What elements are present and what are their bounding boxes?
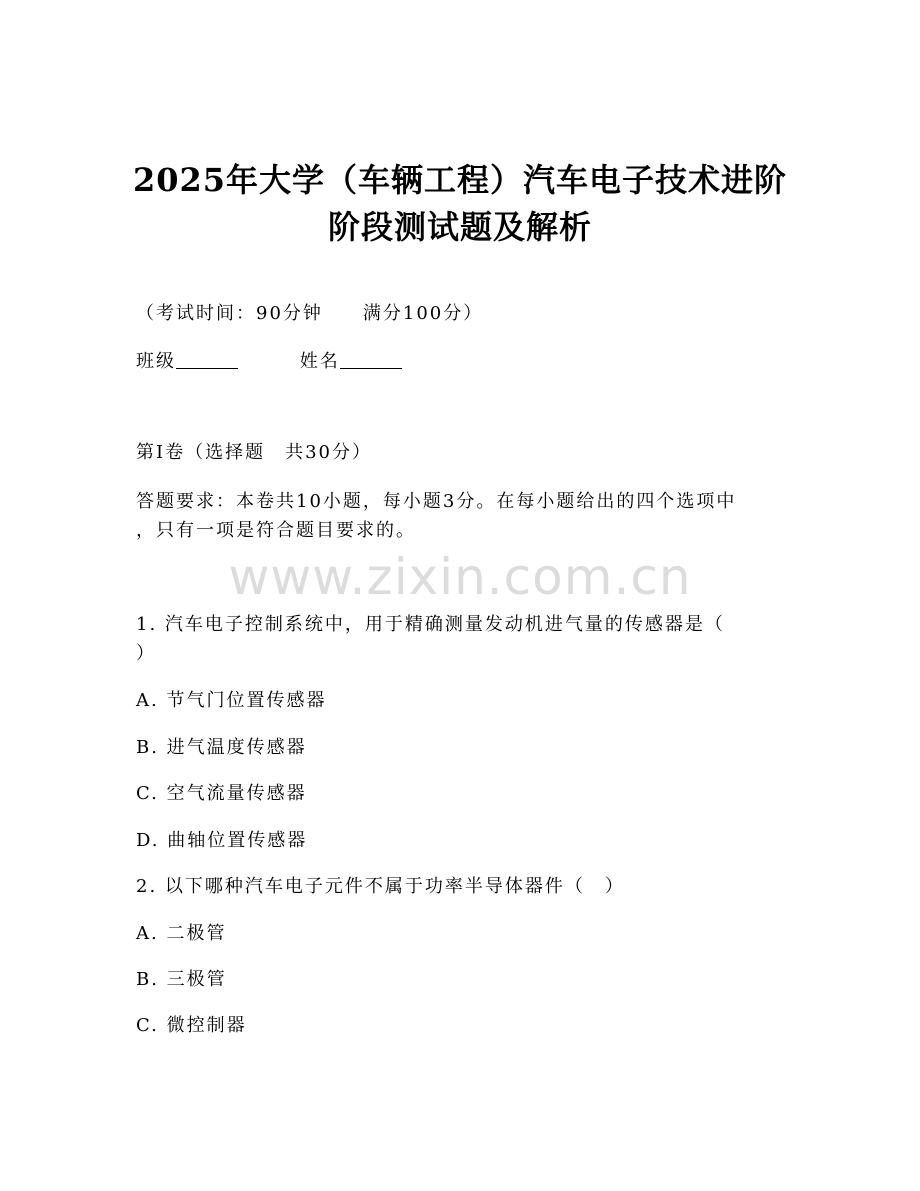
question-2-option-c: C. 微控制器 bbox=[136, 1015, 247, 1036]
question-1-option-d: D. 曲轴位置传感器 bbox=[136, 830, 308, 851]
class-label: 班级 bbox=[136, 351, 176, 372]
student-fields bbox=[136, 350, 402, 374]
section-instructions-line-1: 答题要求：本卷共10小题，每小题3分。在每小题给出的四个选项中 bbox=[136, 491, 737, 512]
question-1-option-a: A. 节气门位置传感器 bbox=[136, 690, 327, 711]
page-title-line-1: 2025年大学（车辆工程）汽车电子技术进阶 bbox=[132, 161, 788, 199]
question-2-option-b: B. 三极管 bbox=[136, 969, 227, 990]
question-2-option-a: A. 二极管 bbox=[136, 923, 227, 944]
question-1-option-c: C. 空气流量传感器 bbox=[136, 783, 307, 804]
exam-time: （考试时间：90分钟 bbox=[136, 303, 323, 324]
name-label: 姓名 bbox=[299, 351, 340, 372]
watermark: www.zixin.com.cn bbox=[228, 548, 692, 606]
name-blank[interactable] bbox=[340, 350, 402, 369]
class-blank[interactable] bbox=[176, 350, 238, 369]
question-1-stem-line-2: ） bbox=[136, 643, 156, 664]
section-heading: 第I卷（选择题 共30分） bbox=[136, 442, 373, 463]
question-1-option-b: B. 进气温度传感器 bbox=[136, 737, 307, 758]
question-1-stem-line-1: 1. 汽车电子控制系统中，用于精确测量发动机进气量的传感器是（ bbox=[136, 614, 725, 635]
page-title-line-2: 阶段测试题及解析 bbox=[327, 208, 592, 246]
exam-full-score: 满分100分） bbox=[362, 303, 484, 324]
exam-info bbox=[136, 302, 483, 326]
section-instructions-line-2: ，只有一项是符合题目要求的。 bbox=[136, 520, 416, 541]
question-2-stem: 2. 以下哪种汽车电子元件不属于功率半导体器件（ ） bbox=[136, 876, 625, 897]
